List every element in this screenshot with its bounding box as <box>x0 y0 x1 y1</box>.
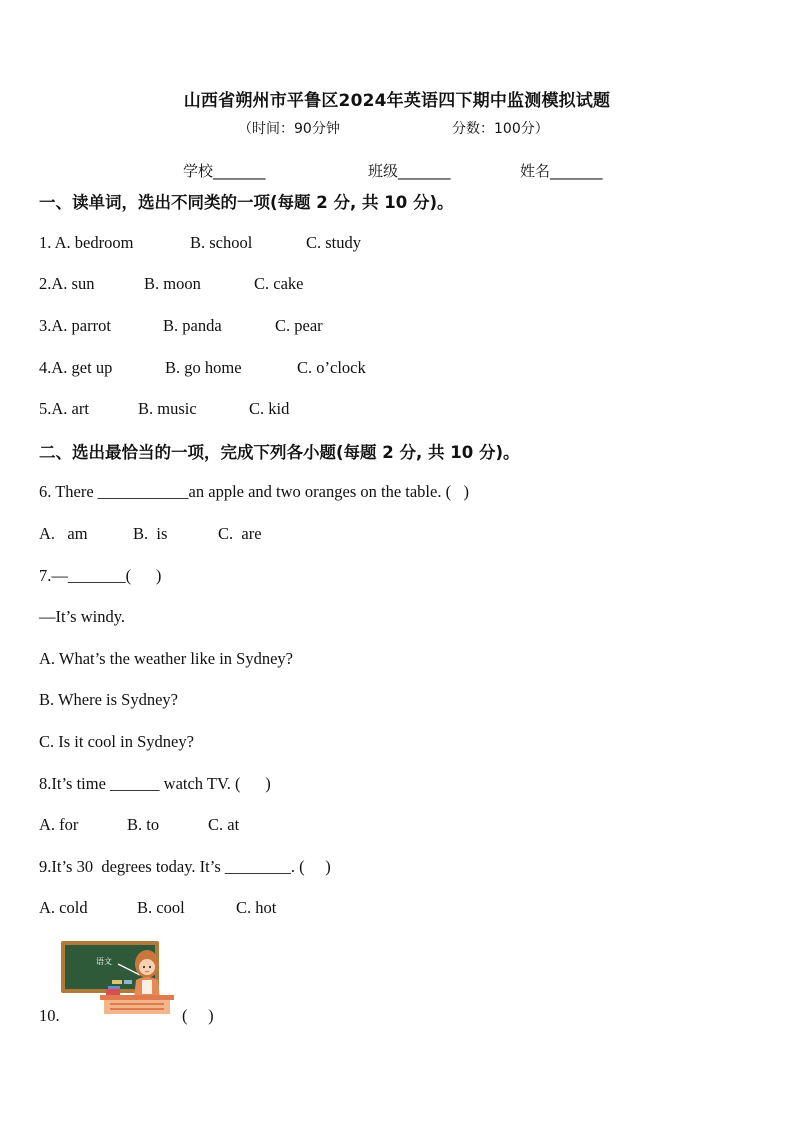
q5-option-c: C. kid <box>249 399 290 418</box>
q7-option-b: B. Where is Sydney? <box>39 690 179 709</box>
q7-option-a: A. What’s the weather like in Sydney? <box>39 649 294 668</box>
q8-option-a: A. for <box>39 815 79 834</box>
q7-stem: 7.—_______( ) <box>39 566 162 585</box>
q5-option-a: 5.A. art <box>39 399 89 418</box>
section-1-heading: 一、读单词，选出不同类的一项(每题 2 分, 共 10 分)。 <box>39 193 454 212</box>
school-field: 学校_______ <box>183 162 266 180</box>
q4-option-a: 4.A. get up <box>39 358 113 377</box>
q9-stem: 9.It’s 30 degrees today. It’s ________. ( ) <box>39 857 331 876</box>
desk-top <box>100 995 174 1000</box>
q6-option-b: B. is <box>133 524 168 543</box>
q1-option-b: B. school <box>190 233 253 252</box>
q6-option-a: A. am <box>39 524 88 543</box>
section-2-heading: 二、选出最恰当的一项，完成下列各小题(每题 2 分, 共 10 分)。 <box>39 443 520 462</box>
exam-time: （时间：90分钟 <box>238 121 340 137</box>
name-field: 姓名_______ <box>520 162 603 180</box>
q2-option-b: B. moon <box>144 274 201 293</box>
board-text: 语文 <box>96 957 112 966</box>
q8-option-c: C. at <box>208 815 240 834</box>
page-title: 山西省朔州市平鲁区2024年英语四下期中监测模拟试题 <box>183 91 611 111</box>
q7-option-c: C. Is it cool in Sydney? <box>39 732 194 751</box>
q5-option-b: B. music <box>138 399 197 418</box>
q9-option-c: C. hot <box>236 898 277 917</box>
q2-option-c: C. cake <box>254 274 304 293</box>
q1-option-c: C. study <box>306 233 362 252</box>
q7-reply: —It’s windy. <box>39 607 126 626</box>
teacher-classroom-illustration <box>60 940 176 1016</box>
q10-answer-paren: ( ) <box>182 1006 214 1025</box>
q6-stem: 6. There ___________an apple and two oranges on the table. ( ) <box>39 482 469 501</box>
exam-score: 分数：100分） <box>452 121 549 137</box>
teacher-face <box>139 959 155 975</box>
q10-number: 10. <box>39 1006 60 1025</box>
q6-option-c: C. are <box>218 524 262 543</box>
q3-option-a: 3.A. parrot <box>39 316 111 335</box>
q9-option-a: A. cold <box>39 898 88 917</box>
q4-option-b: B. go home <box>165 358 242 377</box>
desk <box>104 1000 170 1014</box>
q1-option-a: 1. A. bedroom <box>39 233 134 252</box>
q2-option-a: 2.A. sun <box>39 274 95 293</box>
q9-option-b: B. cool <box>137 898 185 917</box>
class-field: 班级_______ <box>368 162 451 180</box>
q4-option-c: C. o’clock <box>297 358 366 377</box>
q8-stem: 8.It’s time ______ watch TV. ( ) <box>39 774 271 793</box>
q3-option-c: C. pear <box>275 316 323 335</box>
q3-option-b: B. panda <box>163 316 222 335</box>
q8-option-b: B. to <box>127 815 160 834</box>
